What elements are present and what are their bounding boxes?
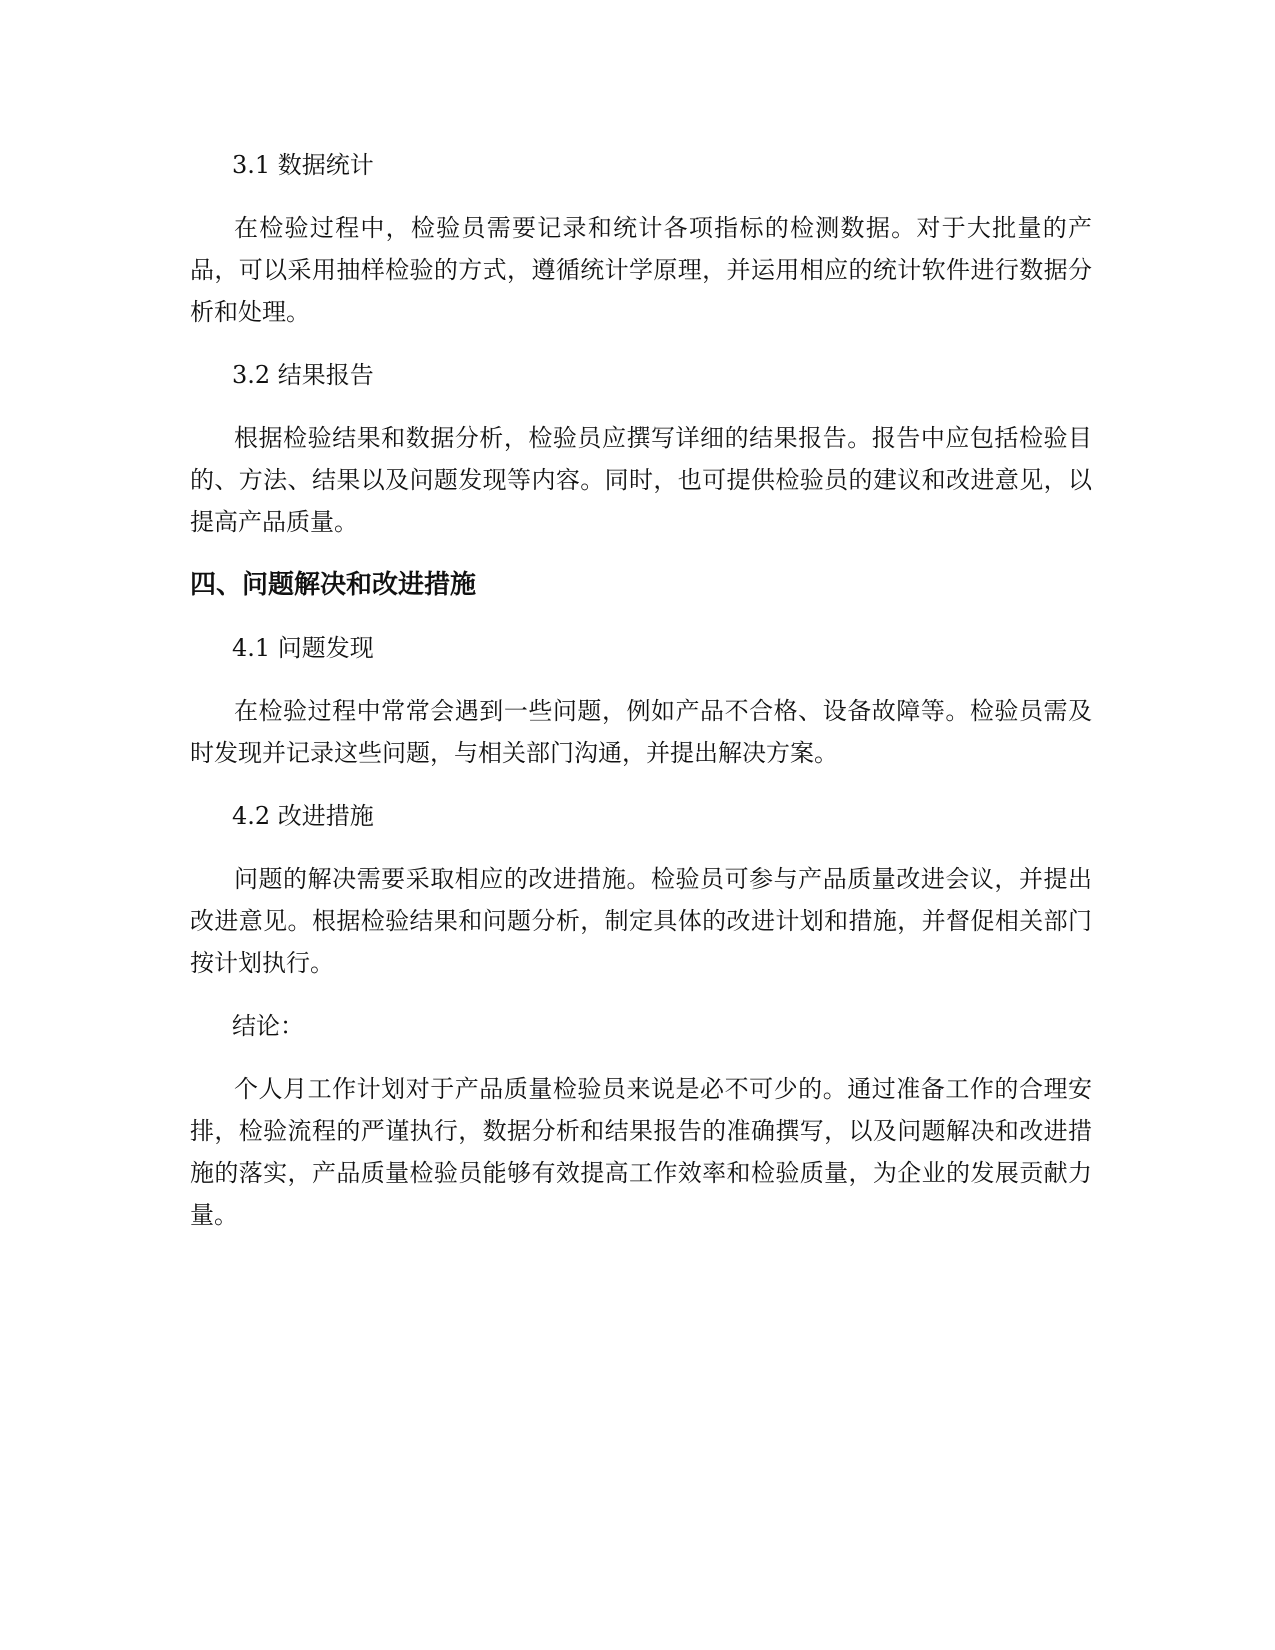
subheading-3-2: 3.2 结果报告 (232, 361, 374, 389)
paragraph-problem-discovery: 在检验过程中常常会遇到一些问题，例如产品不合格、设备故障等。检验员需及时发现并记录这些问题，与相关部门沟通，并提出解决方案。 (190, 697, 1092, 767)
subheading-4-1: 4.1 问题发现 (232, 634, 374, 662)
paragraph-improvement-measures: 问题的解决需要采取相应的改进措施。检验员可参与产品质量改进会议，并提出改进意见。根据检验结果和问题分析，制定具体的改进计划和措施，并督促相关部门按计划执行。 (190, 865, 1092, 977)
subheading-3-1: 3.1 数据统计 (232, 151, 374, 179)
paragraph-conclusion: 个人月工作计划对于产品质量检验员来说是必不可少的。通过准备工作的合理安排，检验流程的严谨执行，数据分析和结果报告的准确撰写，以及问题解决和改进措施的落实，产品质量检验员能够有效提高工作效率和检验质量，为企业的发展贡献力量。 (190, 1075, 1092, 1229)
paragraph-result-report: 根据检验结果和数据分析，检验员应撰写详细的结果报告。报告中应包括检验目的、方法、结果以及问题发现等内容。同时，也可提供检验员的建议和改进意见，以提高产品质量。 (190, 424, 1092, 536)
document-body (190, 144, 1092, 1257)
paragraph-data-statistics: 在检验过程中，检验员需要记录和统计各项指标的检测数据。对于大批量的产品，可以采用抽样检验的方式，遵循统计学原理，并运用相应的统计软件进行数据分析和处理。 (190, 214, 1092, 326)
subheading-4-2: 4.2 改进措施 (232, 802, 374, 830)
section-heading-4: 四、问题解决和改进措施 (190, 570, 477, 600)
conclusion-label: 结论： (232, 1012, 304, 1040)
